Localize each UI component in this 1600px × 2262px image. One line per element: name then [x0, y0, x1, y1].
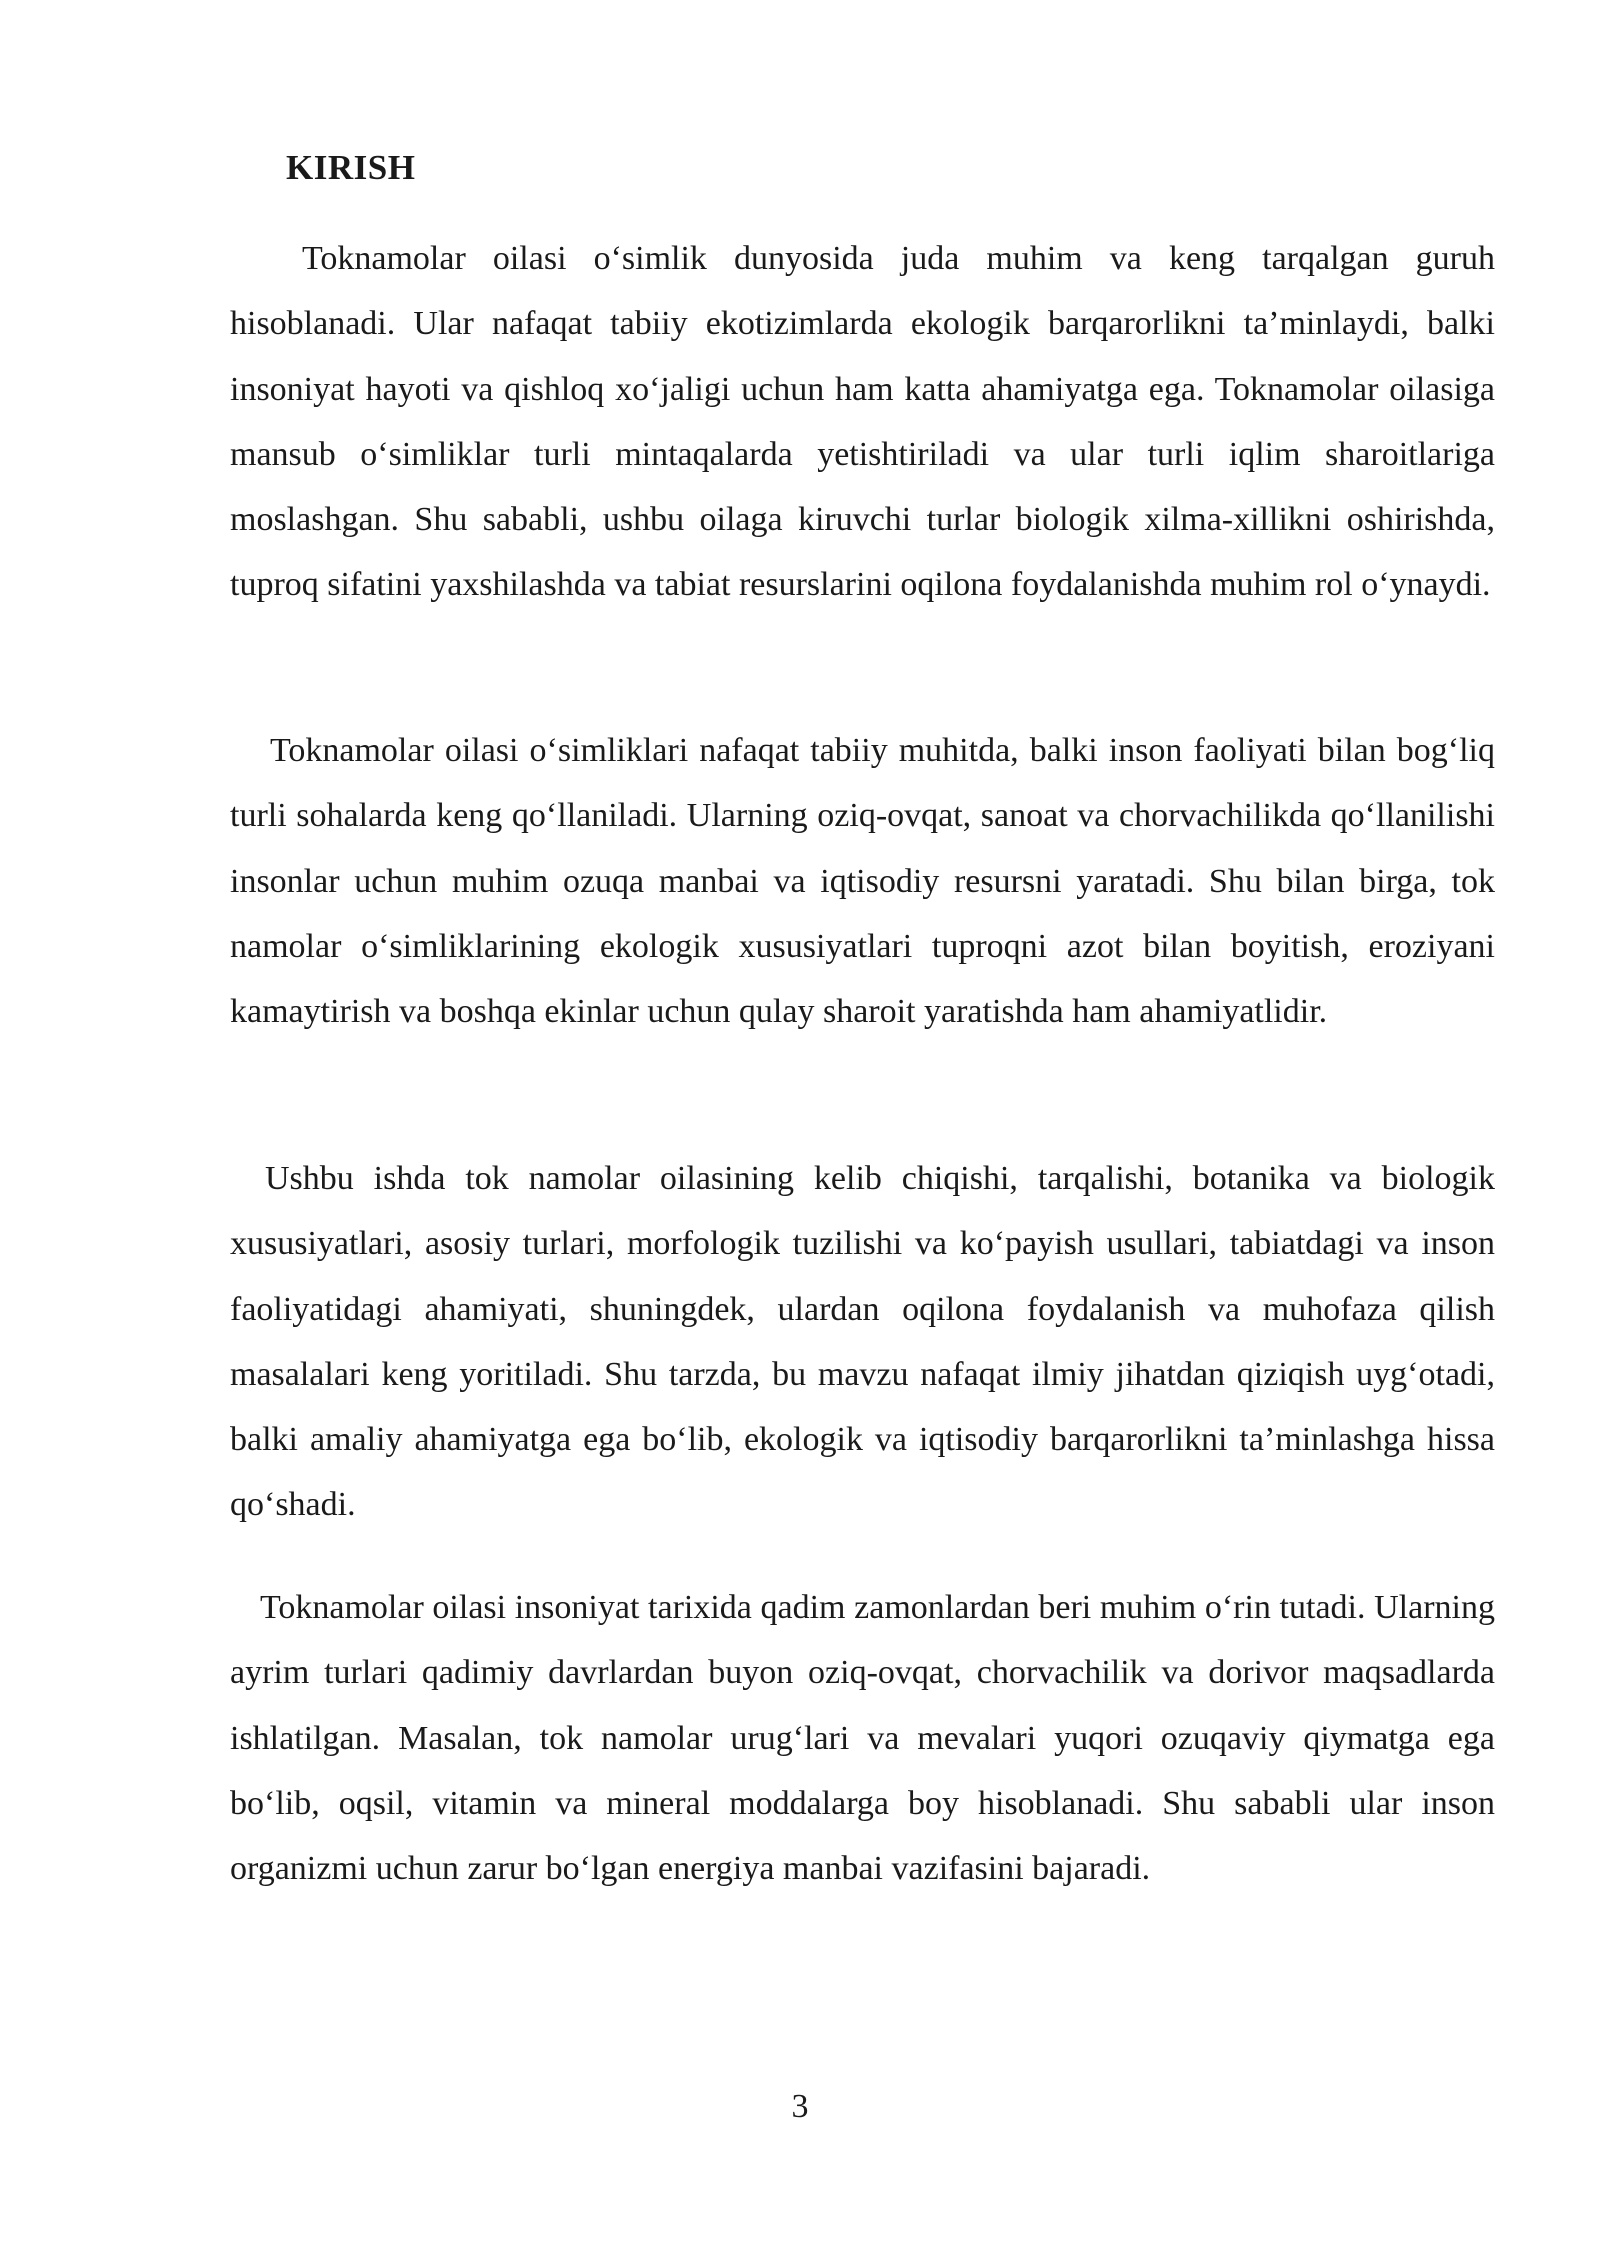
paragraph-2: Toknamolar oilasi o‘simliklari nafaqat tabiiy muhitda, balki inson faoliyati bilan bog‘liq turli sohalarda keng qo‘llaniladi. Ularning oziq-ovqat, sanoat va chorvachilikda qo‘llanilishi insonlar uchun muhim ozuqa manbai va iqtisodiy resursni yaratadi. Shu bilan birga, tok namolar o‘simliklarining ekologik xususiyatlari tuproqni azot bilan boyitish, eroziyani kamaytirish va boshqa ekinlar uchun qulay sharoit yaratishda ham ahamiyatlidir. [230, 732, 1495, 1031]
paragraph-4: Toknamolar oilasi insoniyat tarixida qadim zamonlardan beri muhim o‘rin tutadi. Ularning ayrim turlari qadimiy davrlardan buyon oziq-ovqat, chorvachilik va dorivor maqsadlarda ishlatilgan. Masalan, tok namolar urug‘lari va mevalari yuqori ozuqaviy qiymatga ega bo‘lib, oqsil, vitamin va mineral moddalarga boy hisoblanadi. Shu sababli ular inson organizmi uchun zarur bo‘lgan energiya manbai vazifasini bajaradi. [230, 1589, 1495, 1888]
paragraph-1: Toknamolar oilasi o‘simlik dunyosida juda muhim va keng tarqalgan guruh hisoblanadi. Ular nafaqat tabiiy ekotizimlarda ekologik barqarorlikni ta’minlaydi, balki insoniyat hayoti va qishloq xo‘jaligi uchun ham katta ahamiyatga ega. Toknamolar oilasiga mansub o‘simliklar turli mintaqalarda yetishtiriladi va ular turli iqlim sharoitlariga moslashgan. Shu sababli, ushbu oilaga kiruvchi turlar biologik xilma-xillikni oshirishda, tuproq sifatini yaxshilashda va tabiat resurslarini oqilona foydalanishda muhim rol o‘ynaydi. [230, 240, 1495, 604]
page-number: 3 [791, 2088, 809, 2125]
paragraph-3: Ushbu ishda tok namolar oilasining kelib chiqishi, tarqalishi, botanika va biologik xususiyatlari, asosiy turlari, morfologik tuzilishi va ko‘payish usullari, tabiatdagi va inson faoliyatidagi ahamiyati, shuningdek, ulardan oqilona foydalanish va muhofaza qilish masalalari keng yoritiladi. Shu tarzda, bu mavzu nafaqat ilmiy jihatdan qiziqish uyg‘otadi, balki amaliy ahamiyatga ega bo‘lib, ekologik va iqtisodiy barqarorlikni ta’minlashga hissa qo‘shadi. [230, 1160, 1495, 1524]
section-heading: KIRISH [286, 148, 416, 187]
